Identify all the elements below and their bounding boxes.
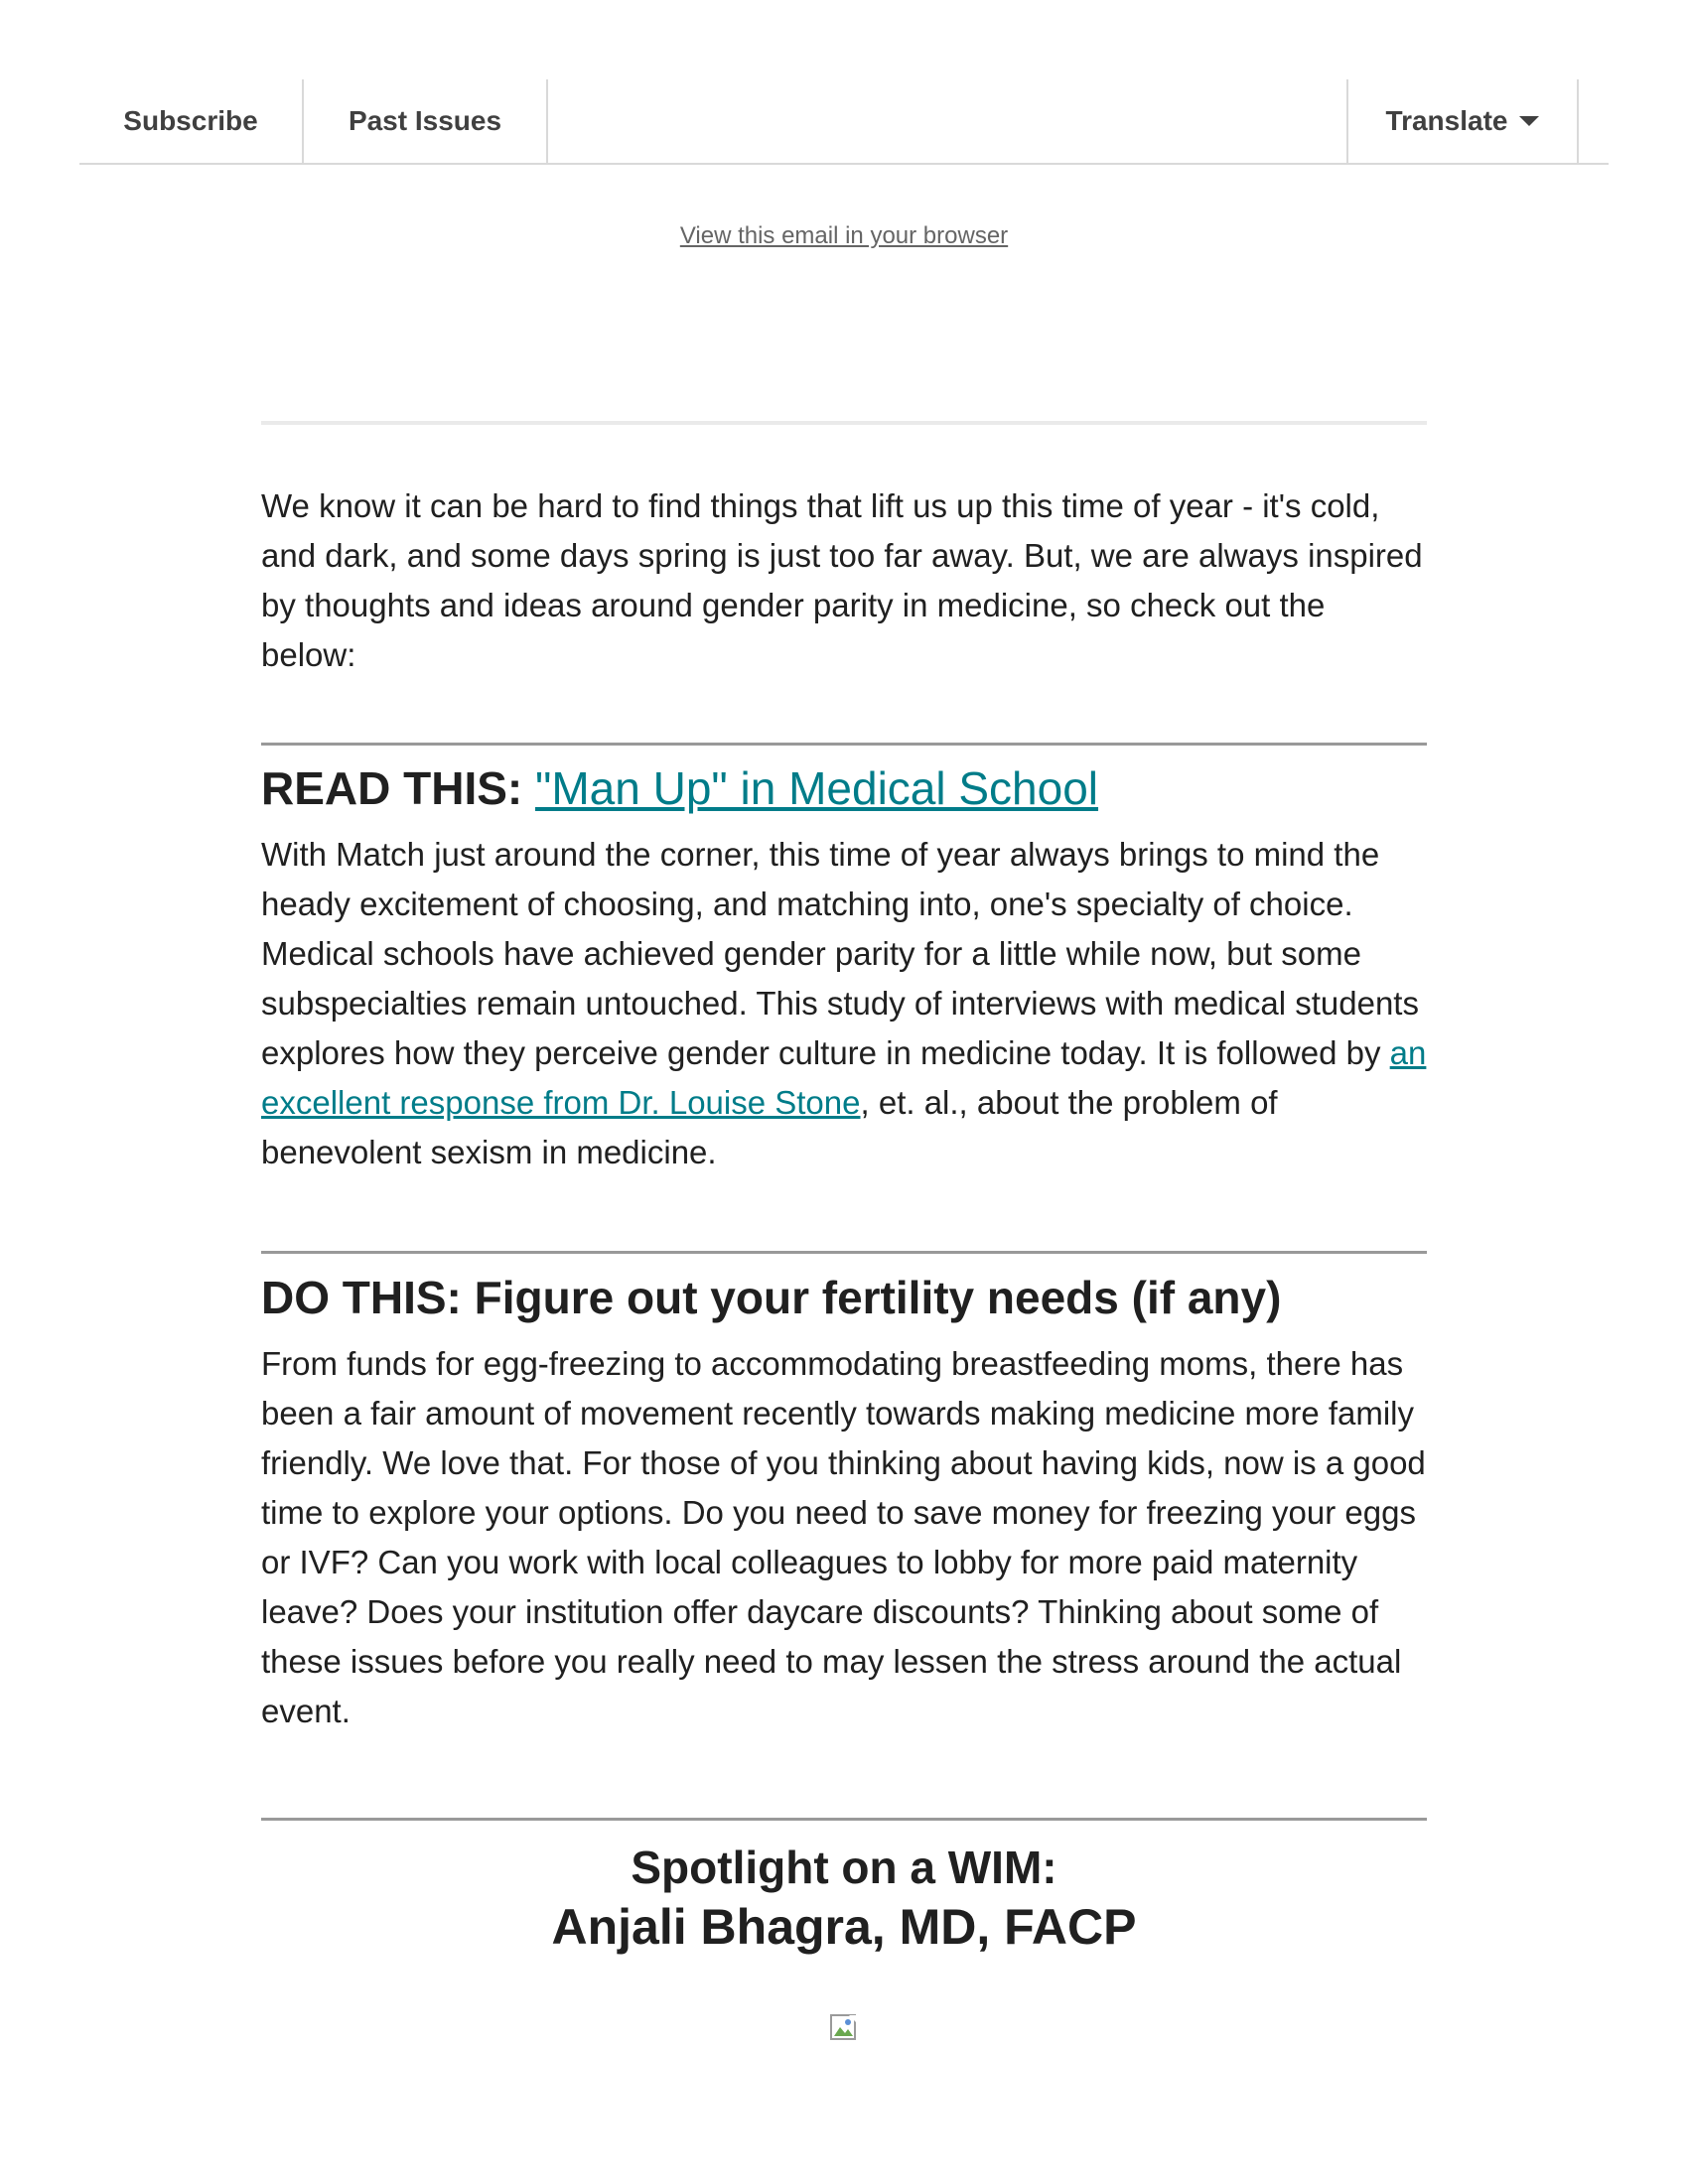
subscribe-label: Subscribe bbox=[123, 105, 258, 136]
read-this-body-end: , et. al., about the problem of benevolent sexism in medicine. bbox=[261, 1084, 1278, 1170]
do-this-heading: DO THIS: Figure out your fertility needs (if any) bbox=[261, 1272, 1282, 1323]
translate-label: Translate bbox=[1385, 105, 1508, 136]
subscribe-button[interactable] bbox=[79, 79, 304, 163]
section-divider bbox=[261, 1818, 1427, 1821]
caret-down-icon bbox=[1519, 116, 1539, 126]
past-issues-label: Past Issues bbox=[348, 105, 502, 136]
man-up-article-link[interactable]: "Man Up" in Medical School bbox=[535, 762, 1099, 814]
spotlight-name: Anjali Bhagra, MD, FACP bbox=[551, 1899, 1137, 1955]
top-divider bbox=[261, 421, 1427, 425]
read-this-section bbox=[261, 760, 1427, 1177]
translate-dropdown[interactable] bbox=[1346, 79, 1579, 163]
read-this-body-start: With Match just around the corner, this time of year always brings to mind the heady excitement of choosing, and matching into, one's specialty of choice. Medical schools have achieved gender parity for a little while now, but some subspecialties remain untouched. This study of interviews with medical students explores how they perceive gender culture in medicine today. It is followed by bbox=[261, 836, 1419, 1071]
read-this-heading bbox=[261, 760, 1427, 816]
intro-paragraph: We know it can be hard to find things that lift us up this time of year - it's cold, and dark, and some days spring is just too far away. But, we are always inspired by thoughts and ideas around gender parity in medicine, so check out the below: bbox=[261, 487, 1423, 673]
louise-stone-response-link[interactable]: an excellent response from Dr. Louise Stone bbox=[261, 1034, 1427, 1121]
top-nav-bar bbox=[79, 79, 1609, 165]
preheader bbox=[0, 222, 1688, 250]
intro-block bbox=[261, 481, 1427, 680]
do-this-section bbox=[261, 1270, 1427, 1736]
past-issues-button[interactable] bbox=[304, 79, 548, 163]
view-in-browser-link[interactable]: View this email in your browser bbox=[679, 222, 1009, 249]
spotlight-title: Spotlight on a WIM: bbox=[631, 1842, 1057, 1893]
spotlight-block bbox=[0, 1839, 1688, 1958]
read-this-prefix: READ THIS: bbox=[261, 762, 535, 814]
section-divider bbox=[261, 1251, 1427, 1254]
do-this-paragraph: From funds for egg-freezing to accommodating breastfeeding moms, there has been a fair amount of movement recently towards making medicine more family friendly. We love that. For those of you thinking about having kids, now is a good time to explore your options. Do you need to save money for freezing your eggs or IVF? Can you work with local colleagues to lobby for more paid maternity leave? Does your institution offer daycare discounts? Thinking about some of these issues before you really need to may lessen the stress around the actual event. bbox=[261, 1345, 1426, 1729]
broken-image-icon bbox=[829, 2013, 859, 2043]
read-this-paragraph bbox=[261, 830, 1427, 1177]
section-divider bbox=[261, 743, 1427, 746]
